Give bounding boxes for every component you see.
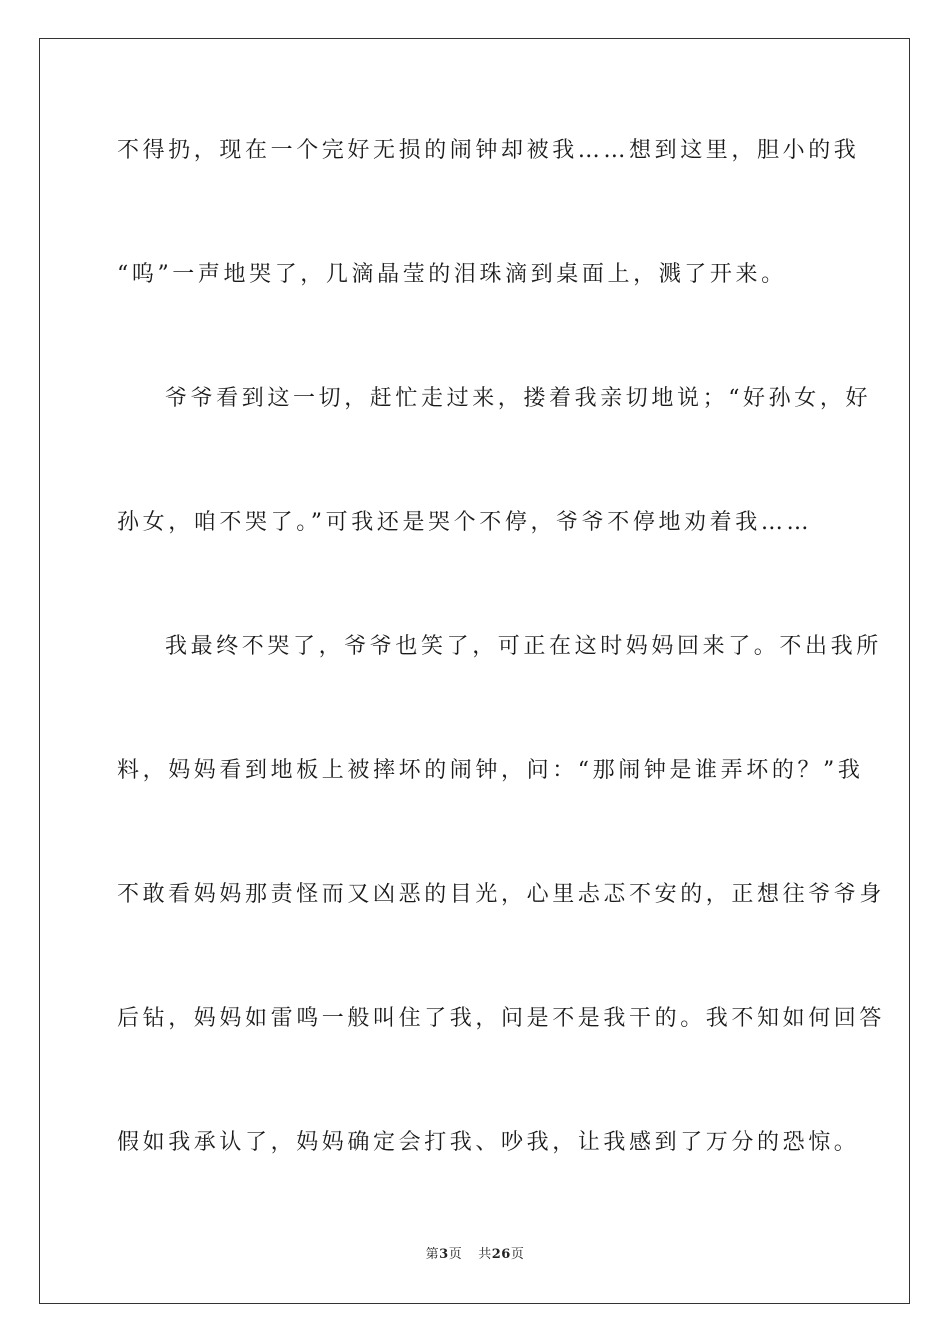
text-line-2: “呜”一声地哭了，几滴晶莹的泪珠滴到桌面上，溅了开来。: [117, 262, 787, 287]
text-line-7: 不敢看妈妈那责怪而又凶恶的目光，心里忐忑不安的，正想往爷爷身: [117, 882, 886, 907]
page-border: [39, 38, 910, 1304]
page-number: 3: [439, 1247, 449, 1262]
text-line-3: 爷爷看到这一切，赶忙走过来，搂着我亲切地说；“好孙女，好: [165, 386, 872, 411]
text-line-4: 孙女，咱不哭了。”可我还是哭个不停，爷爷不停地劝着我……: [117, 510, 813, 535]
text-line-1: 不得扔，现在一个完好无损的闹钟却被我……想到这里，胆小的我: [117, 138, 860, 163]
text-line-5: 我最终不哭了，爷爷也笑了，可正在这时妈妈回来了。不出我所: [165, 634, 882, 659]
page-footer: [0, 1246, 950, 1264]
text-line-8: 后钻，妈妈如雷鸣一般叫住了我，问是不是我干的。我不知如何回答: [117, 1006, 886, 1031]
page-suffix: 页: [448, 1247, 463, 1262]
text-line-6: 料，妈妈看到地板上被摔坏的闹钟，问：“那闹钟是谁弄坏的？”我: [117, 758, 864, 783]
text-line-9: 假如我承认了，妈妈确定会打我、吵我，让我感到了万分的恐惊。: [117, 1130, 860, 1155]
page-prefix: 第: [425, 1247, 440, 1262]
total-prefix: 共: [478, 1247, 492, 1262]
total-pages: 26: [491, 1247, 511, 1262]
total-suffix: 页: [510, 1247, 525, 1262]
